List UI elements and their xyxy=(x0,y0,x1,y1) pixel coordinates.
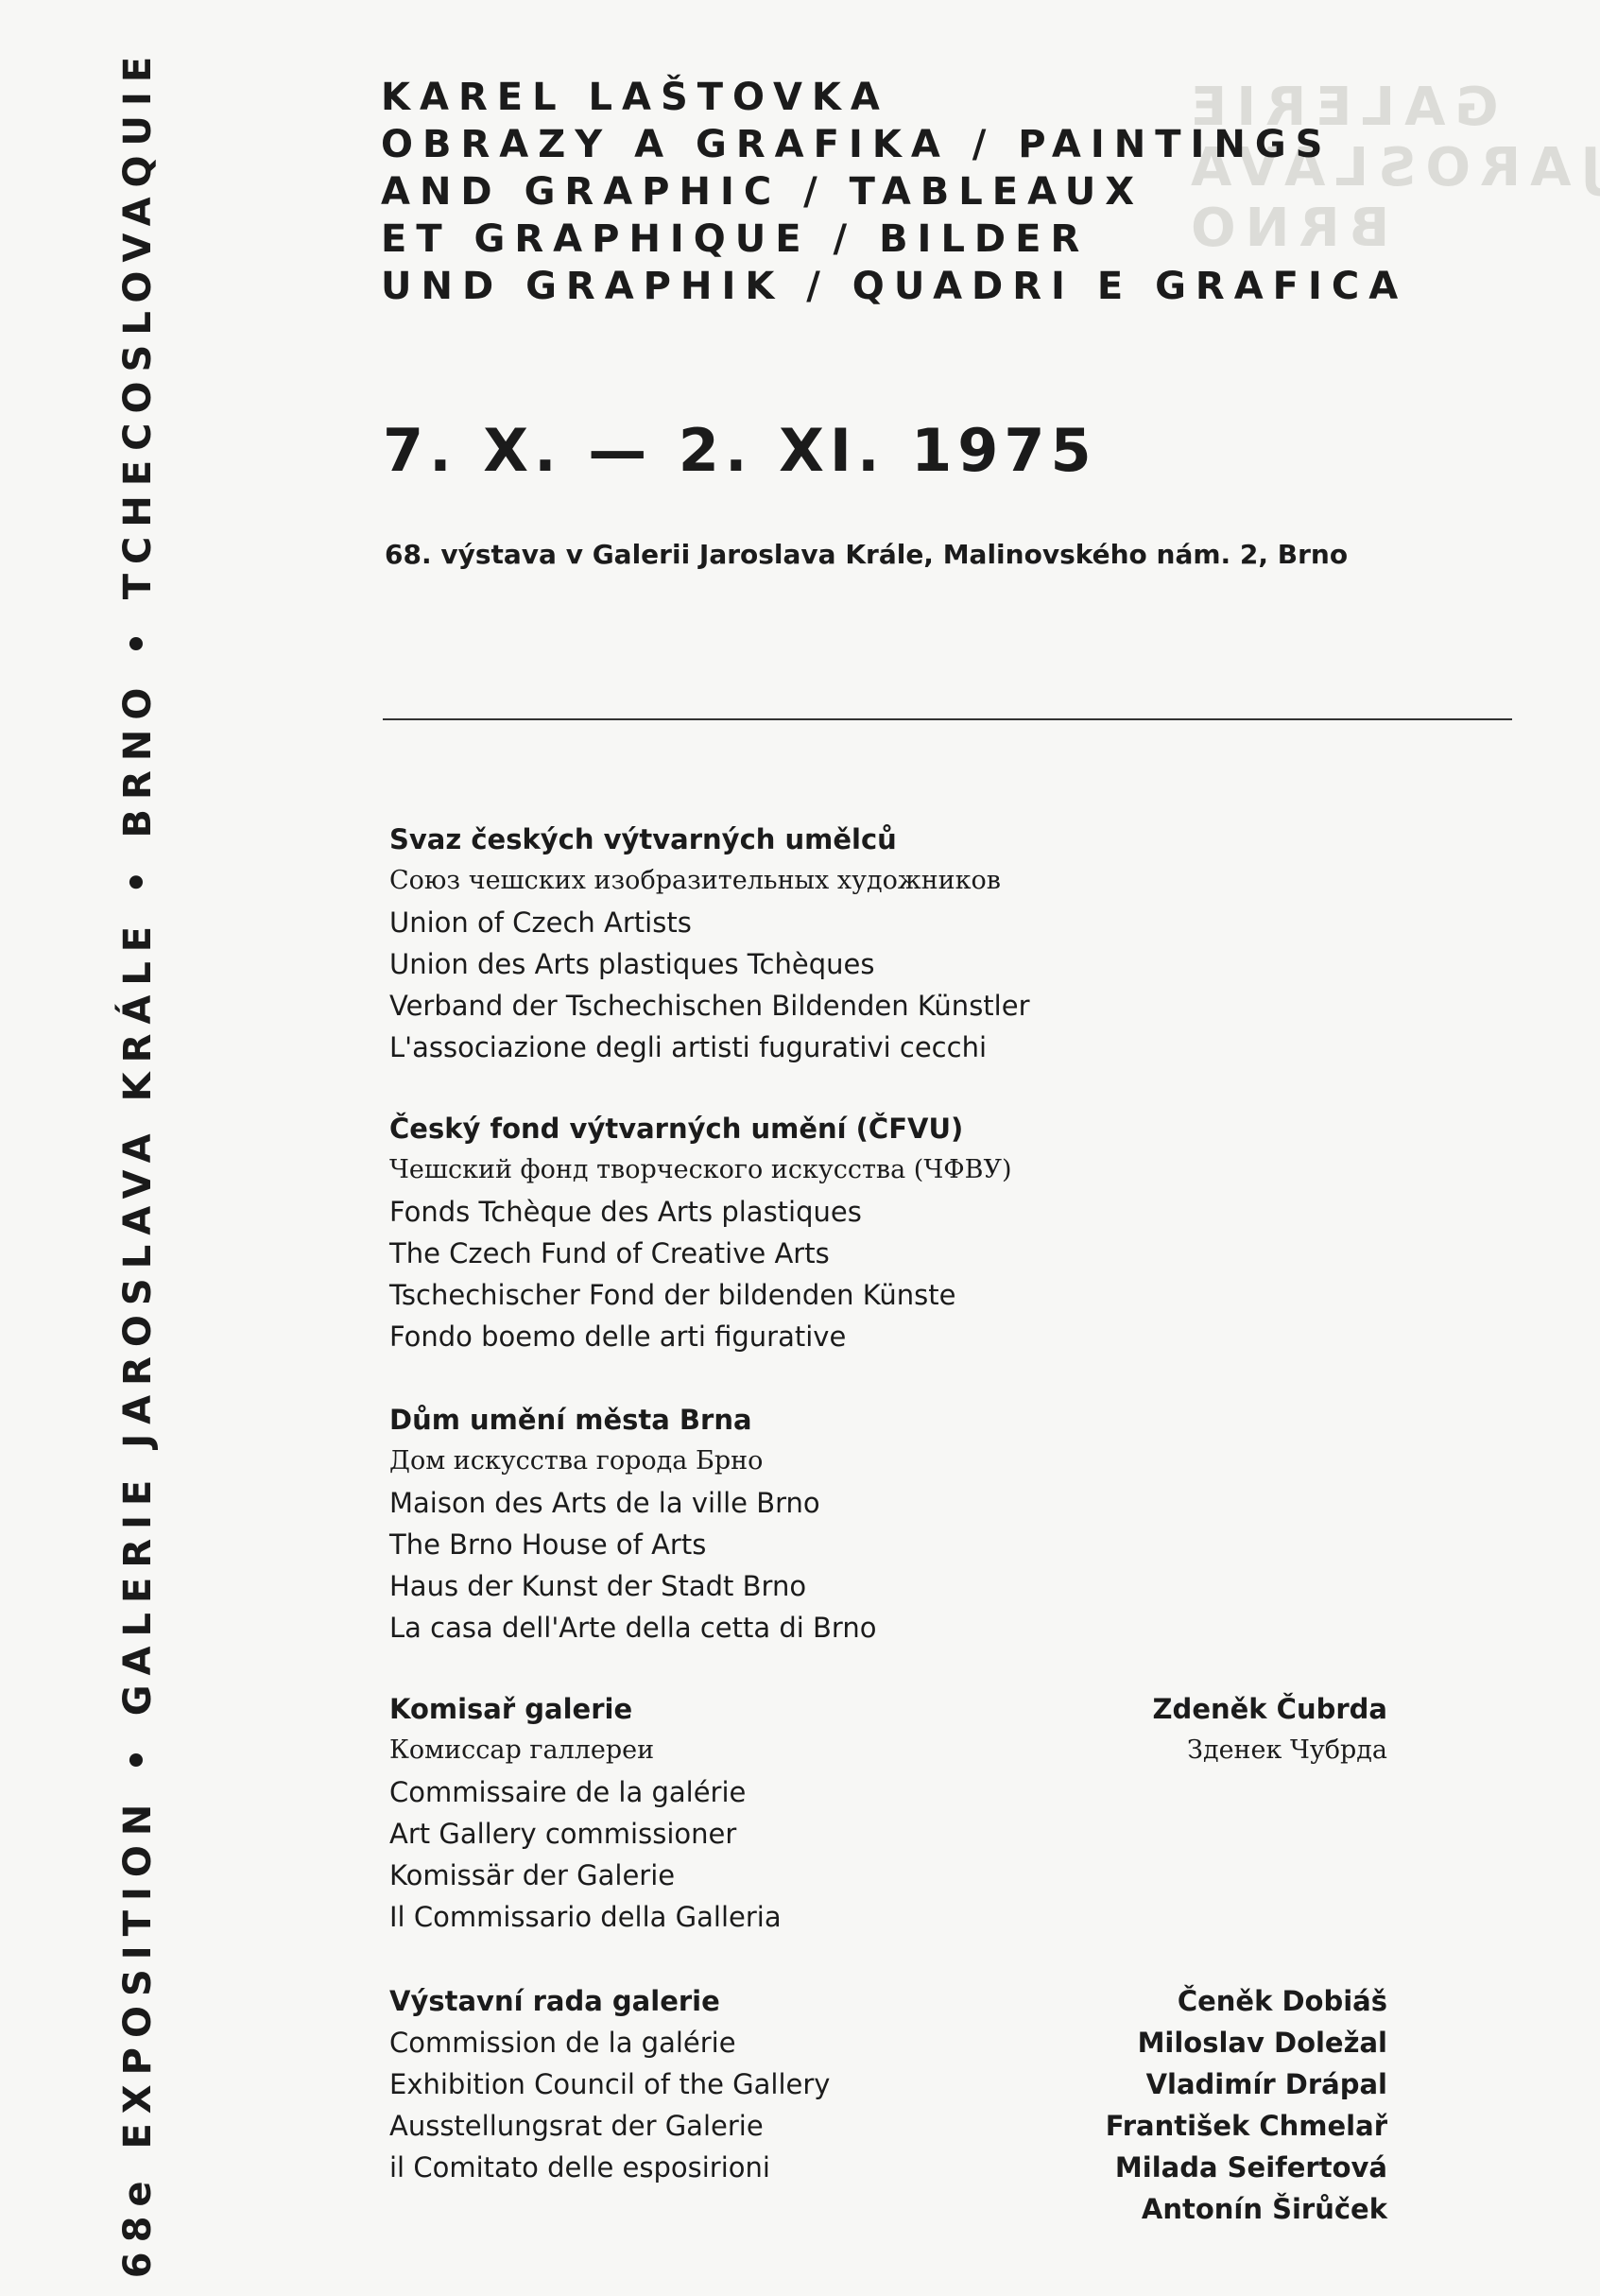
section-line: Haus der Kunst der Stadt Brno xyxy=(389,1570,807,1602)
section-line: Union of Czech Artists xyxy=(389,906,692,939)
section-fund xyxy=(389,1108,1391,1357)
section-line: Maison des Arts de la ville Brno xyxy=(389,1487,820,1519)
section-heading: Dům umění města Brna xyxy=(389,1404,752,1436)
title-line: OBRAZY A GRAFIKA / PAINTINGS xyxy=(381,123,1333,166)
section-line: Il Commissario della Galleria xyxy=(389,1901,782,1933)
section-heading: Český fond výtvarných umění (ČFVU) xyxy=(389,1113,964,1145)
section-line: Verband der Tschechischen Bildenden Künstler xyxy=(389,990,1030,1022)
section-line: il Comitato delle esposirioni xyxy=(389,2151,770,2184)
title-line: UND GRAPHIK / QUADRI E GRAFICA xyxy=(381,265,1408,308)
ghost-line: GALERIE xyxy=(1181,77,1499,138)
section-line: Ausstellungsrat der Galerie xyxy=(389,2110,764,2142)
section-line: La casa dell'Arte della cetta di Brno xyxy=(389,1612,877,1644)
council-member: Antonín Širůček xyxy=(1141,2193,1387,2225)
commissioner-name: Zdeněk Čubrda xyxy=(1152,1693,1387,1725)
section-line: Commission de la galérie xyxy=(389,2027,736,2059)
council-member: Miloslav Doležal xyxy=(1137,2027,1387,2059)
divider xyxy=(383,718,1512,720)
section-heading: Komisař galerie xyxy=(389,1693,633,1725)
venue-line: 68. výstava v Galerii Jaroslava Krále, Malinovského nám. 2, Brno xyxy=(385,539,1349,570)
ghost-line: JAROSLAVA xyxy=(1181,137,1600,199)
section-line: Union des Arts plastiques Tchèques xyxy=(389,948,875,980)
title-line: ET GRAPHIQUE / BILDER xyxy=(381,217,1090,261)
council-member: Čeněk Dobiáš xyxy=(1177,1985,1387,2017)
section-line: Komissär der Galerie xyxy=(389,1859,676,1891)
section-line: Fondo boemo delle arti figurative xyxy=(389,1321,847,1353)
section-line-ru: Дом искусства города Брно xyxy=(389,1446,764,1476)
section-line: Art Gallery commissioner xyxy=(389,1818,737,1850)
council-member-names xyxy=(1106,1980,1387,2230)
section-line: Exhibition Council of the Gallery xyxy=(389,2068,831,2100)
section-heading: Svaz českých výtvarných umělců xyxy=(389,823,897,855)
section-house-of-arts xyxy=(389,1399,1391,1649)
section-line: The Brno House of Arts xyxy=(389,1528,707,1561)
ghost-line: BRNO xyxy=(1181,198,1390,259)
section-line-ru: Чешский фонд творческого искусства (ЧФВУ) xyxy=(389,1155,1012,1184)
side-caption: 68e EXPOSITION • GALERIE JAROSLAVA KRÁLE • BRNO • TCHECOSLOVAQUIE xyxy=(116,46,160,2279)
section-line: L'associazione degli artisti fugurativi cecchi xyxy=(389,1031,988,1063)
exhibition-title xyxy=(381,74,1407,310)
section-line: The Czech Fund of Creative Arts xyxy=(389,1237,830,1269)
section-line-ru: Союз чешских изобразительных художников xyxy=(389,866,1002,895)
council-member: Milada Seifertová xyxy=(1114,2151,1387,2184)
section-line: Fonds Tchèque des Arts plastiques xyxy=(389,1196,862,1228)
title-line: AND GRAPHIC / TABLEAUX xyxy=(381,170,1144,214)
council-member: František Chmelař xyxy=(1105,2110,1387,2142)
section-union xyxy=(389,819,1391,1068)
section-line: Tschechischer Fond der bildenden Künste xyxy=(389,1279,956,1311)
section-heading: Výstavní rada galerie xyxy=(389,1985,720,2017)
council-member: Vladimír Drápal xyxy=(1145,2068,1387,2100)
section-line-ru: Комиссар галлереи xyxy=(389,1735,655,1765)
commissioner-name-ru: Зденек Чубрда xyxy=(1187,1735,1387,1765)
exhibition-dates: 7. X. — 2. XI. 1975 xyxy=(383,416,1097,485)
commissioner-names xyxy=(1153,1688,1387,1771)
section-line: Commissaire de la galérie xyxy=(389,1776,747,1808)
title-line: KAREL LAŠTOVKA xyxy=(381,76,889,119)
